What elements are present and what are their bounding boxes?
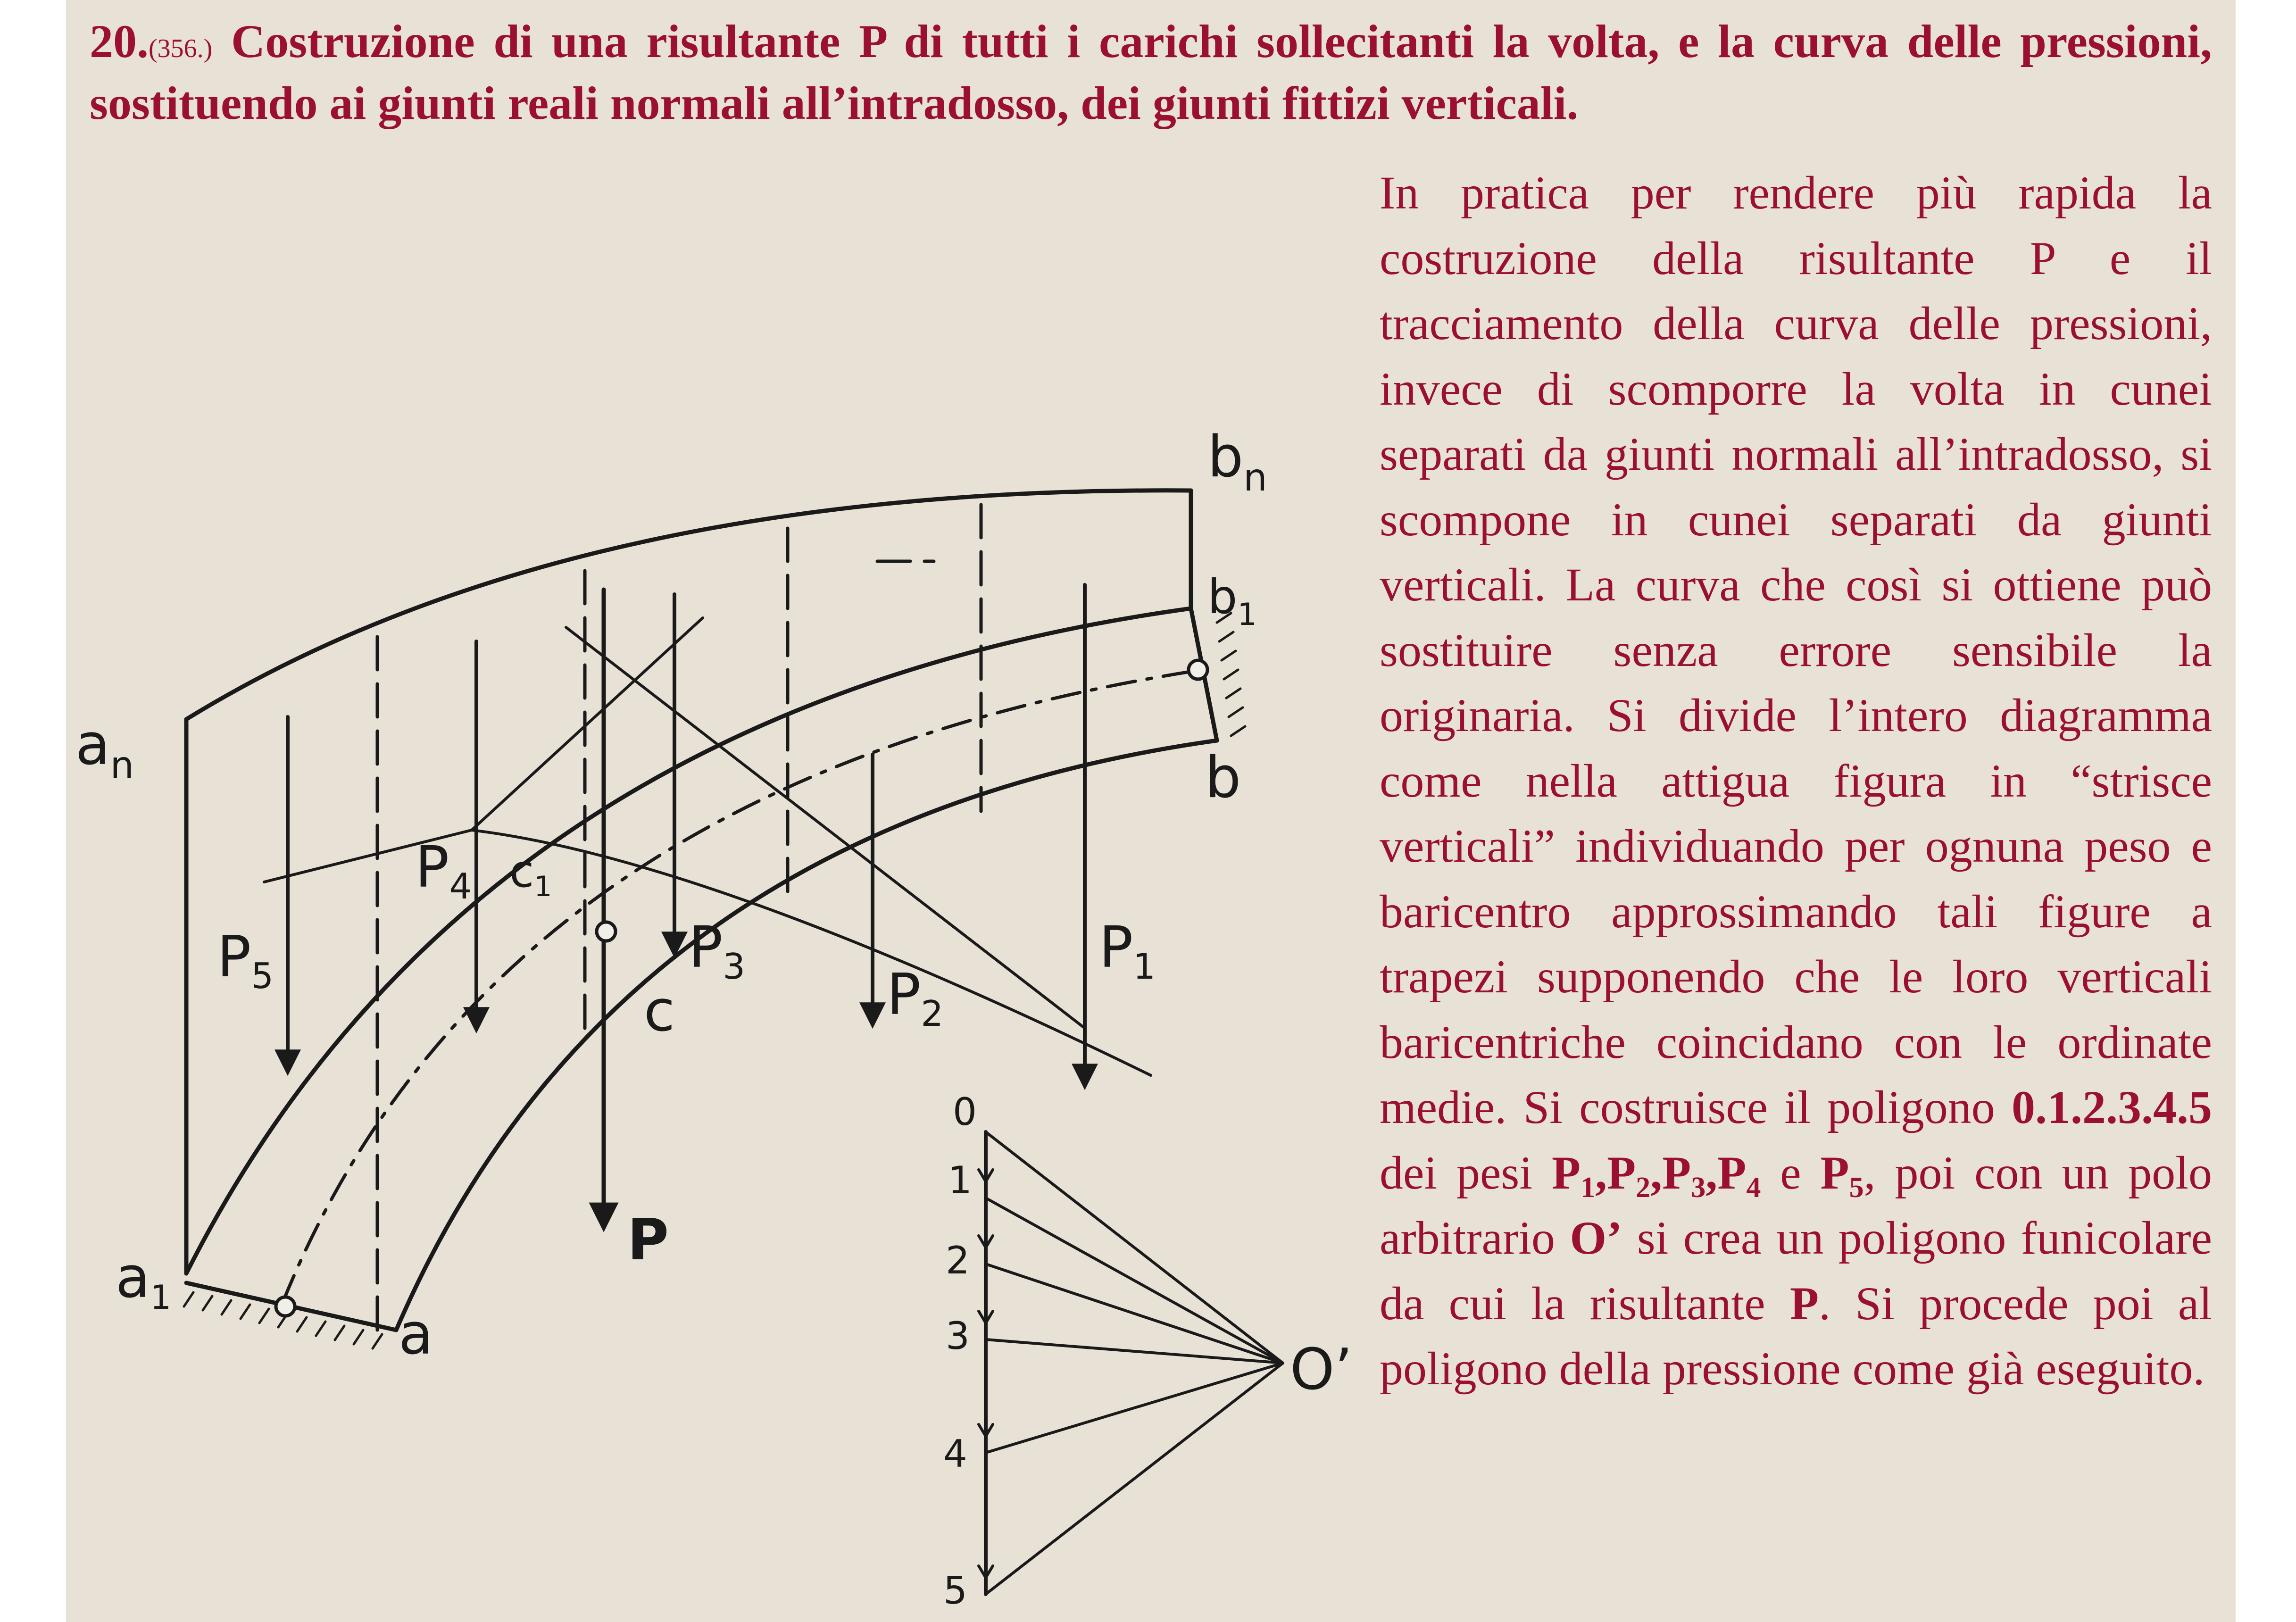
label-an: $a_n$: [75, 712, 134, 787]
force-polygon-ray: [986, 1363, 1283, 1594]
body-text-1: In pratica per rendere più rapida la costruzione della risultante P e il tracciamento della curva delle pressioni, invece di scomporre la volta in cunei separati da giunti normali all’intradosso, si scompone in cunei separati da giunti verticali. La curva che così si ottiene può sostituire senza errore sensibile la originaria. Si divide l’intero diagramma come nella attigua figura in “strisce verticali” individuando per ognuna peso e baricentro approssimando tali figure a trapezi supponendo che le loro verticali baricentriche coincidano con le ordinate medie. Si costruisce il poligono: [1380, 166, 2212, 1133]
pressure-point-c: [597, 922, 616, 941]
force-polygon-label-2: 2: [946, 1239, 970, 1282]
body-text-4: si crea un poligono funicolare da cui la risultante: [1380, 1212, 2212, 1330]
hinge-left: [276, 1297, 295, 1316]
force-polygon-ray: [986, 1339, 1283, 1363]
label-P: P: [627, 1207, 669, 1273]
force-polygon-ray: [986, 1198, 1283, 1363]
label-c: c: [644, 979, 675, 1044]
label-a: a: [399, 1302, 433, 1367]
label-P4: $P_4$: [415, 835, 472, 907]
label-c1: $c_1$: [509, 846, 552, 903]
weight-p4: $P_4$: [1717, 1146, 1761, 1204]
label-pole-O: O’: [1290, 1337, 1353, 1403]
force-polygon-ray: [986, 1132, 1283, 1363]
body-text-3: , poi con un polo arbitrario: [1380, 1146, 2212, 1264]
funicular-ray: [566, 627, 1085, 1028]
body-paragraph: [1380, 160, 2212, 1402]
section-reference: (356.): [149, 34, 213, 63]
force-polygon-name: 0.1.2.3.4.5: [2012, 1081, 2212, 1133]
label-b1: $b_1$: [1207, 569, 1257, 632]
label-P3: $P_3$: [689, 915, 746, 987]
label-a1: $a_1$: [116, 1245, 172, 1317]
force-polygon-label-5: 5: [943, 1569, 967, 1613]
label-P5: $P_5$: [217, 924, 274, 997]
section-title: Costruzione di una risultante P di tutti i carichi sollecitanti la volta, e la curva delle pressioni, sostituendo ai giunti reali normali all’intradosso, dei giunti fittizi verticali.: [90, 15, 2213, 129]
force-polygon-ray: [986, 1264, 1283, 1363]
label-P2: $P_2$: [887, 962, 944, 1034]
body-text-5: . Si procede poi al poligono della pressione come già eseguito.: [1380, 1277, 2212, 1395]
force-polygon-label-0: 0: [953, 1090, 977, 1134]
label-P1: $P_1$: [1099, 915, 1156, 987]
force-polygon-label-3: 3: [946, 1314, 970, 1358]
body-and-word: e: [1761, 1146, 1821, 1199]
force-polygon-label-4: 4: [943, 1432, 967, 1476]
hinge-right: [1189, 660, 1207, 679]
weight-p2: $P_2$,: [1607, 1146, 1663, 1204]
section-number: 20.: [90, 15, 149, 67]
body-text-2: dei pesi: [1380, 1146, 1552, 1199]
weight-p5: $P_5$: [1820, 1146, 1864, 1204]
force-polygon-ray: [986, 1363, 1283, 1453]
weight-p1: $P_1$,: [1551, 1146, 1607, 1204]
extrados-line: [186, 491, 1191, 719]
label-b: b: [1205, 745, 1241, 811]
resultant-name: P: [1789, 1277, 1819, 1330]
pole-name: O’: [1570, 1212, 1622, 1264]
intrados-lower-line: [396, 740, 1217, 1330]
label-bn: $b_n$: [1207, 424, 1267, 499]
weight-p3: $P_3$,: [1662, 1146, 1718, 1204]
funicular-ray: [472, 618, 703, 830]
force-polygon-label-1: 1: [948, 1158, 972, 1202]
